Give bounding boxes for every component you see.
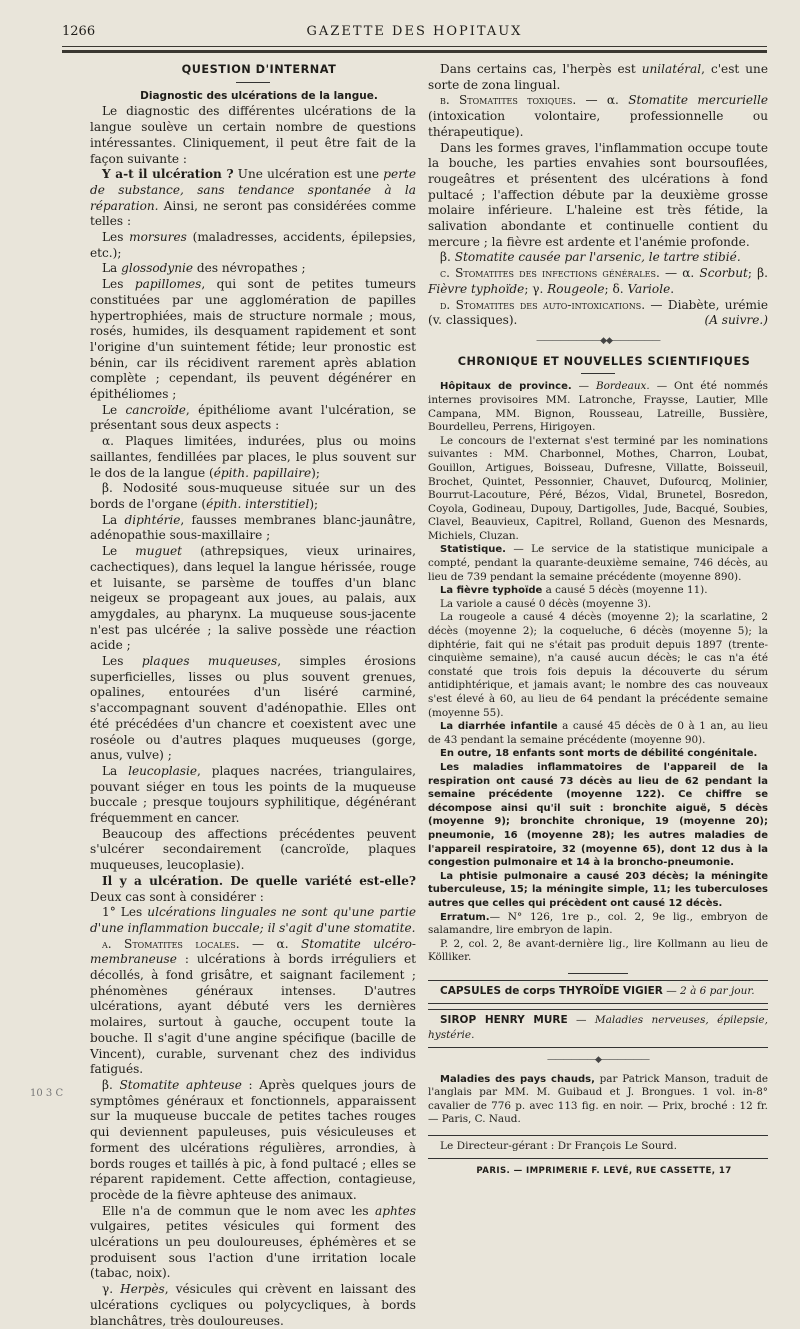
advertisement: CAPSULES de corps THYROÏDE VIGIER — 2 à 6 par jour. (440, 984, 755, 997)
ornament-divider: ————————◆◆—————— (536, 335, 660, 346)
paragraph: d. Stomatites des auto-intoxications. — Diabète, urémie (v. classiques). (A suivre.) (428, 297, 768, 328)
paragraph: α. Plaques limitées, indurées, plus ou moins saillantes, fendillées par places, le plus souvent sur le dos de la langue (épith. papillaire); (90, 434, 416, 480)
paragraph: En outre, 18 enfants sont morts de débilité congénitale. (440, 748, 758, 760)
paragraph: La variole a causé 0 décès (moyenne 3). (440, 597, 652, 610)
paragraph: β. Stomatite aphteuse : Après quelques jours de symptômes généraux et fonctionnels, apparaissent sur la muqueuse buccale de petites taches rouges qui deviennent papuleuses, puis vésiculeuses et forment des ulcérations régulières, arrondies, à bords rouges et taillés à pic, à fond pultacé ; elles se réparent rapidement. Cette affection, contagieuse, procède de la fièvre aphteuse des animaux. (90, 1078, 416, 1202)
paragraph: La diphtérie, fausses membranes blanc-jaunâtre, adénopathie sous-maxillaire ; (90, 512, 416, 543)
article-subtitle: Diagnostic des ulcérations de la langue. (140, 89, 378, 102)
section-rule (581, 373, 615, 374)
paragraph: Statistique. — Le service de la statistique municipale a compté, pendant la quarante-deuxième semaine, 746 décès, au lieu de 739 pendant la semaine précédente (moyenne 890). (428, 543, 768, 583)
paragraph: β. Nodosité sous-muqueuse située sur un des bords de l'organe (épith. interstitiel); (90, 481, 416, 511)
paragraph: La glossodynie des névropathes ; (102, 261, 306, 276)
news-block (428, 380, 768, 965)
paragraph: β. Stomatite causée par l'arsenic, le tartre stibié. (440, 250, 741, 265)
page-header (62, 22, 767, 42)
paragraph: Beaucoup des affections précédentes peuvent s'ulcérer secondairement (cancroïde, plaques muqueuses, leucoplasie). (90, 826, 416, 873)
paragraph: Les plaques muqueuses, simples érosions superficielles, lisses ou plus souvent grenues, opalines, entourées d'un liséré carminé, s'accompagnant souvent d'adénopathie. Elles ont été précédées d'un chancre et coexistent avec une roséole ou d'autres plaques muqueuses (gorge, anus, vulve) ; (90, 654, 416, 763)
paragraph: Il y a ulcération. De quelle variété est-elle? Deux cas sont à considérer : (90, 873, 416, 904)
paragraph: P. 2, col. 2, 8e avant-dernière lig., lire Kollmann au lieu de Kölliker. (428, 937, 768, 964)
paragraph: b. Stomatites toxiques. — α. Stomatite mercurielle (intoxication volontaire, professionnelle ou thérapeutique). (428, 93, 768, 139)
paragraph: Les morsures (maladresses, accidents, épilepsies, etc.); (90, 230, 416, 260)
paragraph: Le cancroïde, épithéliome avant l'ulcération, se présentant sous deux aspects : (90, 402, 416, 433)
paragraph: γ. Herpès, vésicules qui crèvent en laissant des ulcérations cycliques ou polycycliques, à bords blanchâtres, très douloureuses. (90, 1282, 416, 1328)
margin-mark: 10 3 C (30, 1088, 64, 1099)
section-title: QUESTION D'INTERNAT (181, 63, 337, 76)
paragraph: La fièvre typhoïde a causé 5 décès (moyenne 11). (440, 584, 708, 597)
section-rule (236, 82, 270, 83)
advertisement-box (428, 980, 768, 1004)
journal-title: GAZETTE DES HOPITAUX (306, 24, 523, 39)
section-title: CHRONIQUE ET NOUVELLES SCIENTIFIQUES (457, 354, 751, 368)
paragraph: Le muguet (athrepsiques, vieux urinaires, cachectiques), dans lequel la langue hérissée, rouge et luisante, se parsème de touffes d'un blanc neigeux se propageant aux joues, au palais, aux amygdales, au pharynx. La muqueuse sous-jacente n'est pas ulcérée ; la salive possède une réaction acide ; (90, 544, 416, 653)
paragraph: Y a-t il ulcération ? Une ulcération est une perte de substance, sans tendance spontanée à la réparation. Ainsi, ne seront pas considérées comme telles : (90, 167, 416, 229)
director-box (428, 1135, 768, 1159)
paragraph: 1° Les ulcérations linguales ne sont qu'une partie d'une inflammation buccale; il s'agit d'une stomatite. (90, 905, 416, 935)
printer-imprint: PARIS. — IMPRIMERIE F. LEVÉ, RUE CASSETTE, 17 (476, 1165, 732, 1176)
ornament-divider: ——————◆—————— (547, 1055, 649, 1065)
paragraph: Dans certains cas, l'herpès est unilatéral, c'est une sorte de zona lingual. (428, 62, 768, 92)
advertisement: SIROP HENRY MURE — Maladies nerveuses, épilepsie, hystérie. (428, 1013, 768, 1042)
paragraph: c. Stomatites des infections générales. — α. Scorbut; β. Fièvre typhoïde; γ. Rougeole; δ. Variole. (428, 266, 768, 296)
to-be-continued: (A suivre.) (704, 313, 768, 328)
right-column (428, 62, 768, 1179)
paragraph: Le diagnostic des différentes ulcérations de la langue soulève un certain nombre de questions intéressantes. Cliniquement, il peut être fait de la façon suivante : (90, 104, 416, 166)
paragraph: Hôpitaux de province. — Bordeaux. — Ont été nommés internes provisoires MM. Latronche, Fraysse, Lautier, Mlle Campana, MM. Bignon, Rousseau, Latreille, Bussière, Bourdelleu, Perrens, Hirigoyen. (428, 380, 768, 434)
paragraph: Dans les formes graves, l'inflammation occupe toute la bouche, les parties envahies sont boursouflées, rougeâtres et présentent des ulcérations à fond pultacé ; l'affection débute par la deuxième grosse molaire inférieure. L'haleine est très fétide, la salivation abondante et continuelle contient du mercure ; la fièvre est ardente et l'anémie profonde. (428, 140, 768, 249)
advertisement-box (428, 1009, 768, 1048)
director-signature: Le Directeur-gérant : Dr François Le Sourd. (440, 1140, 677, 1153)
paragraph: Elle n'a de commun que le nom avec les aphtes vulgaires, petites vésicules qui forment des ulcérations un peu douloureuses, éphémères et se produisent sous l'action d'une irritation locale (tabac, noix). (90, 1203, 416, 1281)
book-notice (428, 1073, 768, 1127)
divider (568, 973, 628, 974)
paragraph: Maladies des pays chauds, par Patrick Manson, traduit de l'anglais par MM. M. Guibaud et J. Brongues. 1 vol. in-8° cavalier de 776 p. avec 113 fig. en noir. — Prix, broché : 12 fr. — Paris, C. Naud. (428, 1072, 768, 1126)
paragraph: La leucoplasie, plaques nacrées, triangulaires, pouvant siéger en tous les points de la muqueuse buccale ; presque toujours syphilitique, dégénérant fréquemment en cancer. (90, 763, 416, 826)
paragraph: La diarrhée infantile a causé 45 décès de 0 à 1 an, au lieu de 43 pendant la semaine précédente (moyenne 90). (428, 720, 768, 746)
paragraph: La phtisie pulmonaire a causé 203 décès; la méningite tuberculeuse, 15; la méningite simple, 11; les tuberculoses autres que celles qui précèdent ont causé 12 décès. (428, 870, 768, 909)
header-rule (62, 46, 767, 47)
paragraph: a. Stomatites locales. — α. Stomatite ulcéro-membraneuse : ulcérations à bords irréguliers et décollés, à fond grisâtre, et saignant facilement ; phénomènes généraux intenses. D'autres ulcérations, ayant débuté vers les dernières molaires, surtout à gauche, occupent toute la bouche. Il s'agit d'une angine spécifique (bacille de Vincent), curable, survenant chez des individus fatigués. (90, 936, 416, 1077)
paragraph: Les papillomes, qui sont de petites tumeurs constituées par une agglomération de papilles hypertrophiées, mais de structure normale ; mous, rosés, humides, ils desquament rapidement et sont l'origine d'un suintement fétide; leur pronostic est bénin, car ils récidivent rarement après ablation complète ; cependant, ils peuvent dégénérer en épithéliomes ; (90, 277, 416, 402)
paragraph: La rougeole a causé 4 décès (moyenne 2); la scarlatine, 2 décès (moyenne 2); la coqueluche, 6 décès (moyenne 5); la diphtérie, fait qui ne s'était pas produit depuis 1897 (trente-cinquième semaine), n'a causé aucun décès; le cas n'a été constaté que trois fois depuis la découverte du sérum antidiphtérique, et jamais avant; le nombre des cas nouveaux s'est élevé à 60, au lieu de 64 pendant la précédente semaine (moyenne 55). (428, 611, 768, 719)
paragraph: Le concours de l'externat s'est terminé par les nominations suivantes : MM. Charbonnel, Mothes, Charron, Loubat, Gouillon, Artigues, Boisseau, Dufresne, Villatte, Boisseuil, Brochet, Quintet, Pessonnier, Chauvet, Dufourcq, Molinier, Bourrut-Lacouture, Péré, Bézos, Vidal, Brunetel, Bosredon, Coyola, Godineau, Dupouy, Dartigolles, Jude, Bacqué, Soubies, Clavel, Beauvieux, Capitrel, Rolland, Guenon des Mesnards, Michiels, Cluzan. (428, 434, 768, 542)
left-column (90, 62, 416, 1329)
paragraph: Les maladies inflammatoires de l'appareil de la respiration ont causé 73 décès au lieu de 62 pendant la semaine précédente (moyenne 122). Ce chiffre se décompose ainsi qu'il suit : bronchite aiguë, 5 décès (moyenne 9); bronchite chronique, 19 (moyenne 20); pneumonie, 16 (moyenne 28); les autres maladies de l'appareil respiratoire, 32 (moyenne 65), dont 12 dus à la congestion pulmonaire et 14 à la broncho-pneumonie. (428, 761, 768, 869)
paragraph: Erratum.— N° 126, 1re p., col. 2, 9e lig., embryon de salamandre, lire embryon de lapin. (428, 910, 768, 937)
page-number: 1266 (62, 24, 96, 39)
header-thick-rule (62, 50, 767, 53)
